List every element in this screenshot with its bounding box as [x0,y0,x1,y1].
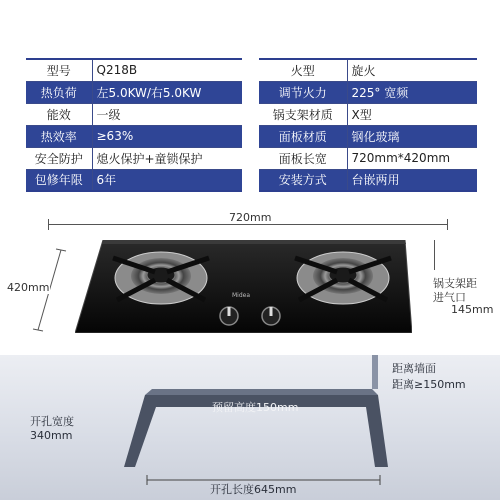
spec-left-key: 能效 [26,103,92,125]
bracket-distance-line1: 锅支架距 [433,277,477,290]
spec-left-value: ≥63% [92,125,242,147]
reserved-height-label: 预留高度150mm [212,401,299,414]
bracket-dimension-line [434,240,435,270]
wall-distance-line2: 距离≥150mm [392,378,466,391]
spec-right-value: 225° 宽频 [347,81,477,103]
brand-logo: Midea [232,292,251,299]
spec-left-key: 热效率 [26,125,92,147]
spec-right-value: 钢化玻璃 [347,125,477,147]
bracket-distance-value: 145mm [451,303,494,316]
gas-cooktop-illustration [75,240,412,333]
spec-right-value: 旋火 [347,59,477,81]
spec-left-value: 熄火保护+童锁保护 [92,147,242,169]
cut-width-value: 340mm [30,429,73,442]
spec-right-key: 火型 [259,59,347,81]
spec-left-value: Q218B [92,59,242,81]
spec-left-key: 包修年限 [26,169,92,191]
spec-left-key: 型号 [26,59,92,81]
spec-left-value: 一级 [92,103,242,125]
right-burner [295,252,391,304]
depth-dimension-label: 420mm [7,281,50,294]
left-burner [113,252,209,304]
spec-left-value: 左5.0KW/右5.0KW [92,81,242,103]
width-dimension-label: 720mm [226,211,274,224]
left-knob [220,307,238,325]
bracket-distance-line2: 进气口 [433,291,466,304]
spec-right-value: 台嵌两用 [347,169,477,191]
spec-right-key: 面板材质 [259,125,347,147]
installation-diagram [0,355,500,500]
spec-right-key: 面板长宽 [259,147,347,169]
spec-right-key: 调节火力 [259,81,347,103]
cut-width-label: 开孔宽度 [30,415,74,428]
spec-left-key: 热负荷 [26,81,92,103]
spec-right-key: 锅支架材质 [259,103,347,125]
cut-length-label: 开孔长度645mm [210,483,297,496]
spec-right-value: X型 [347,103,477,125]
wall-distance-line1: 距离墙面 [392,362,436,375]
right-knob [262,307,280,325]
spec-left-key: 安全防护 [26,147,92,169]
spec-left-value: 6年 [92,169,242,191]
spec-right-key: 安装方式 [259,169,347,191]
spec-right-value: 720mm*420mm [347,147,477,169]
